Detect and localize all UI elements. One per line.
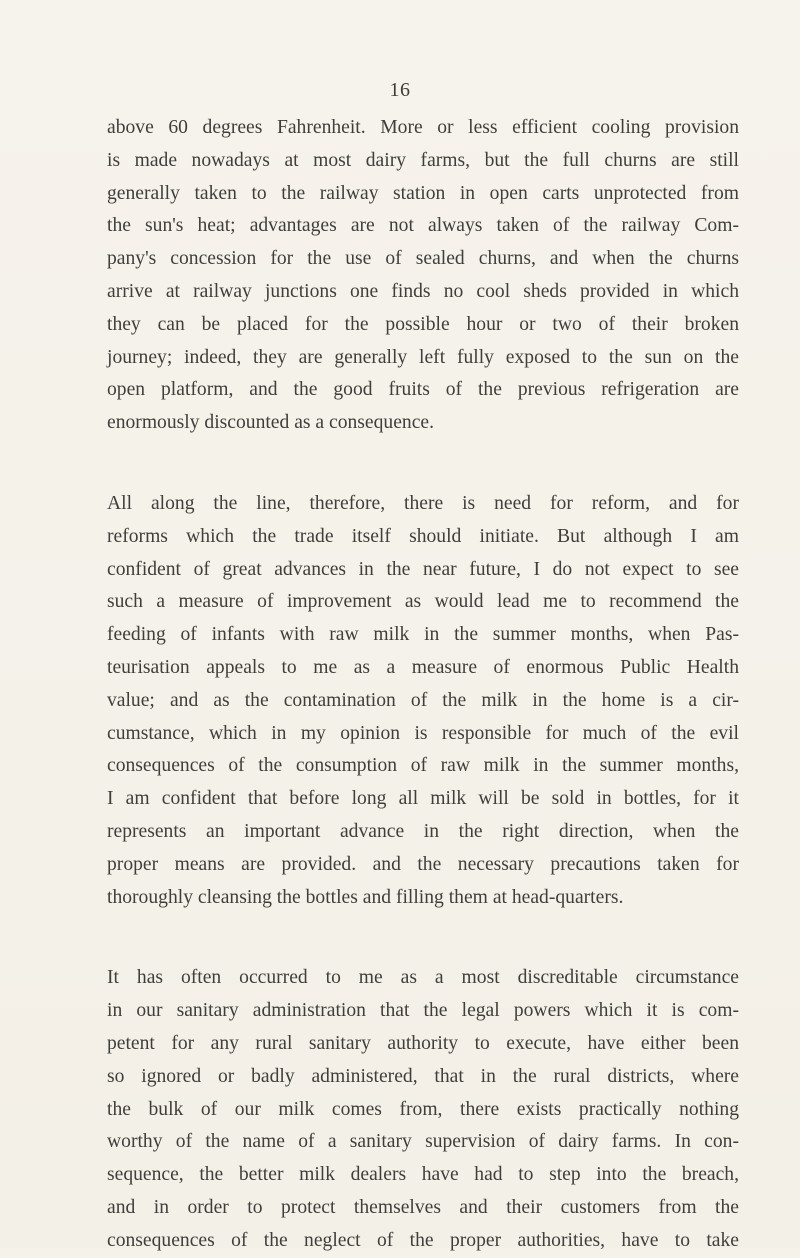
text-line: generally taken to the railway station in open carts unprotected from [107,182,739,204]
text-line: so ignored or badly administered, that in the rural districts, where [107,1065,739,1087]
text-line: and in order to protect themselves and their customers from the [107,1196,739,1218]
text-line: It has often occurred to me as a most discreditable circumstance [107,967,739,989]
text-line: open platform, and the good fruits of the previous refrigeration are [107,379,739,401]
text-line: All along the line, therefore, there is need for reform, and for [107,492,739,514]
text-line: represents an important advance in the right direction, when the [107,820,739,842]
text-line: in our sanitary administration that the legal powers which it is com- [107,1000,739,1022]
paragraph-2 [107,488,739,914]
text-line: confident of great advances in the near future, I do not expect to see [107,558,739,580]
paragraph-3 [107,962,739,1257]
text-line: is made nowadays at most dairy farms, but the full churns are still [107,149,739,171]
text-line: feeding of infants with raw milk in the summer months, when Pas- [107,624,739,646]
text-line: proper means are provided. and the necessary precautions taken for [107,853,739,875]
text-line: petent for any rural sanitary authority to execute, have either been [107,1032,739,1054]
text-line: enormously discounted as a consequence. [107,412,435,434]
text-line: consequences of the neglect of the proper authorities, have to take [107,1229,739,1251]
paragraph-1 [107,112,739,440]
text-line: they can be placed for the possible hour or two of their broken [107,313,739,335]
text-line: journey; indeed, they are generally left fully exposed to the sun on the [107,346,739,368]
text-line: consequences of the consumption of raw milk in the summer months, [107,755,739,777]
text-line: I am confident that before long all milk will be sold in bottles, for it [107,788,739,810]
text-line: value; and as the contamination of the milk in the home is a cir- [107,689,739,711]
text-line: pany's concession for the use of sealed churns, and when the churns [107,248,739,270]
text-line: sequence, the better milk dealers have had to step into the breach, [107,1164,739,1186]
text-line: thoroughly cleansing the bottles and filling them at head-quarters. [107,886,624,908]
text-line: cumstance, which in my opinion is responsible for much of the evil [107,722,739,744]
text-line: such a measure of improvement as would lead me to recommend the [107,591,739,613]
text-line: the sun's heat; advantages are not always taken of the railway Com- [107,215,739,237]
text-line: the bulk of our milk comes from, there exists practically nothing [107,1098,739,1120]
text-line: above 60 degrees Fahrenheit. More or less efficient cooling provision [107,117,739,138]
page-number: 16 [389,79,411,101]
text-line: worthy of the name of a sanitary supervision of dairy farms. In con- [107,1131,739,1153]
text-line: teurisation appeals to me as a measure of enormous Public Health [107,656,739,678]
text-line: reforms which the trade itself should initiate. But although I am [107,525,739,547]
body-text [107,112,739,1258]
text-line: arrive at railway junctions one finds no cool sheds provided in which [107,280,739,302]
